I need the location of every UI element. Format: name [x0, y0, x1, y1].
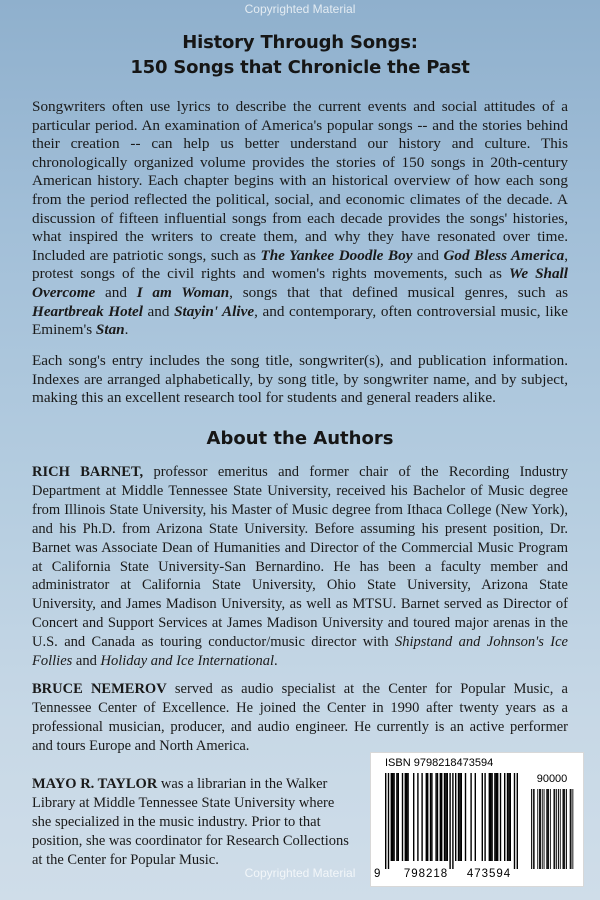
- song-title: God Bless America: [443, 246, 565, 264]
- addon-bar: [537, 789, 538, 869]
- author-name: MAYO R. TAYLOR: [32, 776, 158, 792]
- barcode-guard-bar: [517, 773, 518, 869]
- song-title: We Shall Overcome: [32, 265, 568, 301]
- addon-bar: [556, 789, 557, 869]
- barcode-bar: [497, 773, 498, 861]
- barcode-bar: [417, 773, 418, 861]
- desc-text: and: [412, 246, 444, 264]
- barcode-bar: [393, 773, 394, 861]
- isbn-label: ISBN 9798218473594: [385, 757, 494, 769]
- barcode-bar: [490, 773, 491, 861]
- author-bio-nemerov: [32, 680, 568, 756]
- barcode-bar: [406, 773, 407, 861]
- addon-barcode-bars: [531, 789, 575, 869]
- book-title: [0, 30, 600, 80]
- desc-text: and: [95, 283, 137, 301]
- addon-bar: [563, 789, 564, 869]
- ean-digit-group-1: 798218: [403, 868, 449, 880]
- barcode-bar: [458, 773, 459, 861]
- addon-bar: [554, 789, 555, 869]
- barcode-bar: [431, 773, 432, 861]
- ean-digit-group-2: 473594: [466, 868, 512, 880]
- bio-text: .: [274, 653, 278, 670]
- watermark-bottom: Copyrighted Material: [244, 866, 356, 880]
- addon-bar: [566, 789, 567, 869]
- author-bio-taylor: [32, 775, 354, 870]
- barcode-bar: [435, 773, 436, 861]
- barcode-bar: [402, 773, 403, 861]
- description-paragraph-1: [32, 98, 568, 340]
- song-title: Stayin' Alive: [174, 302, 255, 320]
- barcode-guard-bar: [388, 773, 389, 869]
- addon-bar: [563, 789, 564, 869]
- bio-text: was a librarian in the Walker Library at Middle Tennessee State University where she specialized in the music industry. Prior to that position, she was coordinator for Research Collections at the Center for Popular Music.: [32, 776, 349, 868]
- barcode-bar: [510, 773, 511, 861]
- author-name: RICH BARNET,: [32, 464, 144, 480]
- addon-bar: [572, 789, 573, 869]
- addon-bar: [558, 789, 559, 869]
- ean-first-digit: 9: [374, 868, 381, 880]
- author-bio-barnet: [32, 463, 568, 671]
- barcode-bar: [465, 773, 466, 861]
- ean13-barcode-bars: [385, 773, 525, 869]
- barcode-bar: [504, 773, 505, 861]
- addon-bar: [570, 789, 571, 869]
- barcode-bar: [491, 773, 492, 861]
- addon-bar: [554, 789, 555, 869]
- desc-text: , protest songs of the civil rights and women's rights movements, such as: [32, 246, 568, 283]
- barcode-bar: [437, 773, 438, 861]
- desc-text: , songs that that defined musical genres, such as: [229, 283, 568, 301]
- barcode-bar: [430, 773, 431, 861]
- barcode-bar: [508, 773, 509, 861]
- barcode-bar: [475, 773, 476, 861]
- barcode-bar: [494, 773, 495, 861]
- barcode-bar: [396, 773, 397, 861]
- barcode-bar: [482, 773, 483, 861]
- barcode-bar: [500, 773, 501, 861]
- barcode-bar: [441, 773, 442, 861]
- addon-bar: [539, 789, 540, 869]
- price-addon-number: 90000: [536, 773, 568, 785]
- bio-text: and: [72, 653, 101, 670]
- barcode-bar: [507, 773, 508, 861]
- barcode-guard-bar: [452, 773, 453, 869]
- desc-text: and: [142, 302, 175, 320]
- watermark-top: Copyrighted Material: [244, 2, 356, 16]
- barcode-bar: [426, 773, 427, 861]
- barcode-bar: [461, 773, 462, 861]
- song-title: I am Woman: [136, 283, 230, 301]
- addon-bar: [564, 789, 565, 869]
- desc-text: Songwriters often use lyrics to describe the current events and social attitudes of a particular period. An examination of America's popular songs -- and the stories behind their creation -- can help us better understand our history and culture. This chronologically organized volume provides the stories of 150 songs in 20th-century American history. Each chapter begins with an historical overview of how each song from the period reflected the political, social, and economic climates of the decade. A discussion of fifteen influential songs from each decade provides the songs' histories, what inspired the writers to create them, and why they have resonated over time. Included are patriotic songs, such as: [32, 98, 568, 264]
- addon-bar: [534, 789, 535, 869]
- addon-bar: [544, 789, 545, 869]
- addon-bar: [560, 789, 561, 869]
- addon-bar: [533, 789, 534, 869]
- addon-bar: [548, 789, 549, 869]
- barcode-bar: [470, 773, 471, 861]
- addon-bar: [550, 789, 551, 869]
- barcode-guard-bar: [514, 773, 515, 869]
- barcode-guard-bar: [385, 773, 386, 869]
- desc-text: .: [124, 321, 129, 339]
- barcode-bar: [447, 773, 448, 861]
- desc-text: , and contemporary, often controversial music, like Eminem's: [32, 302, 568, 339]
- barcode-bar: [484, 773, 485, 861]
- barcode-bar: [421, 773, 422, 861]
- bio-italic: Holiday and Ice International: [100, 653, 275, 670]
- barcode-bar: [455, 773, 456, 861]
- addon-bar: [546, 789, 547, 869]
- author-name: BRUCE NEMEROV: [32, 681, 167, 697]
- barcode-bar: [440, 773, 441, 861]
- title-line-1: History Through Songs:: [182, 32, 418, 53]
- bio-text: professor emeritus and former chair of the Recording Industry Department at Middle Tennessee State University, received his Bachelor of Music degree from Illinois State University, his Master of Music degree from Ithaca College (New York), and his Ph.D. from Arizona State University. Before assuming his present position, Dr. Barnet was Associate Dean of Humanities and Director of the Commercial Music Program at California State University-San Bernardino. He has been a faculty member and administrator at California State University, Ohio State University, Arizona State University, and James Madison University, as well as MTSU. Barnet served as Director of Concert and Support Services at James Madison University and toured major arenas in the U.S. and Canada as touring conductor/music director with: [32, 464, 568, 651]
- about-authors-heading: About the Authors: [206, 428, 394, 449]
- barcode-bar: [444, 773, 445, 861]
- addon-bar: [531, 789, 532, 869]
- title-line-2: 150 Songs that Chronicle the Past: [130, 57, 470, 78]
- addon-bar: [542, 789, 543, 869]
- barcode-bar: [427, 773, 428, 861]
- addon-bar: [540, 789, 541, 869]
- song-title: Stan: [95, 321, 125, 339]
- barcode-bar: [405, 773, 406, 861]
- bio-text: served as audio specialist at the Center for Popular Music, a Tennessee Center of Excellence. He joined the Center in 1990 after twenty years as a professional musician, producer, and audio engineer. He currently is an active performer and tours Europe and North America.: [32, 681, 568, 754]
- barcode-bar: [489, 773, 490, 861]
- bio-italic: Shipstand and Johnson's Ice Follies: [32, 634, 568, 670]
- addon-bar: [547, 789, 548, 869]
- description-paragraph-2: Each song's entry includes the song title, songwriter(s), and publication information. Indexes are arranged alphabetically, by song title, by songwriter name, and by subject, making this an excellent research tool for students and general readers alike.: [32, 352, 568, 407]
- song-title: Heartbreak Hotel: [32, 302, 143, 320]
- barcode-guard-bar: [449, 773, 450, 869]
- addon-bar: [571, 789, 572, 869]
- barcode-bar: [445, 773, 446, 861]
- barcode-bar: [413, 773, 414, 861]
- barcode-bar: [398, 773, 399, 861]
- barcode-bar: [496, 773, 497, 861]
- barcode-bar: [391, 773, 392, 861]
- barcode-bar: [459, 773, 460, 861]
- barcode-bar: [407, 773, 408, 861]
- barcode-bar: [392, 773, 393, 861]
- song-title: The Yankee Doodle Boy: [260, 246, 413, 264]
